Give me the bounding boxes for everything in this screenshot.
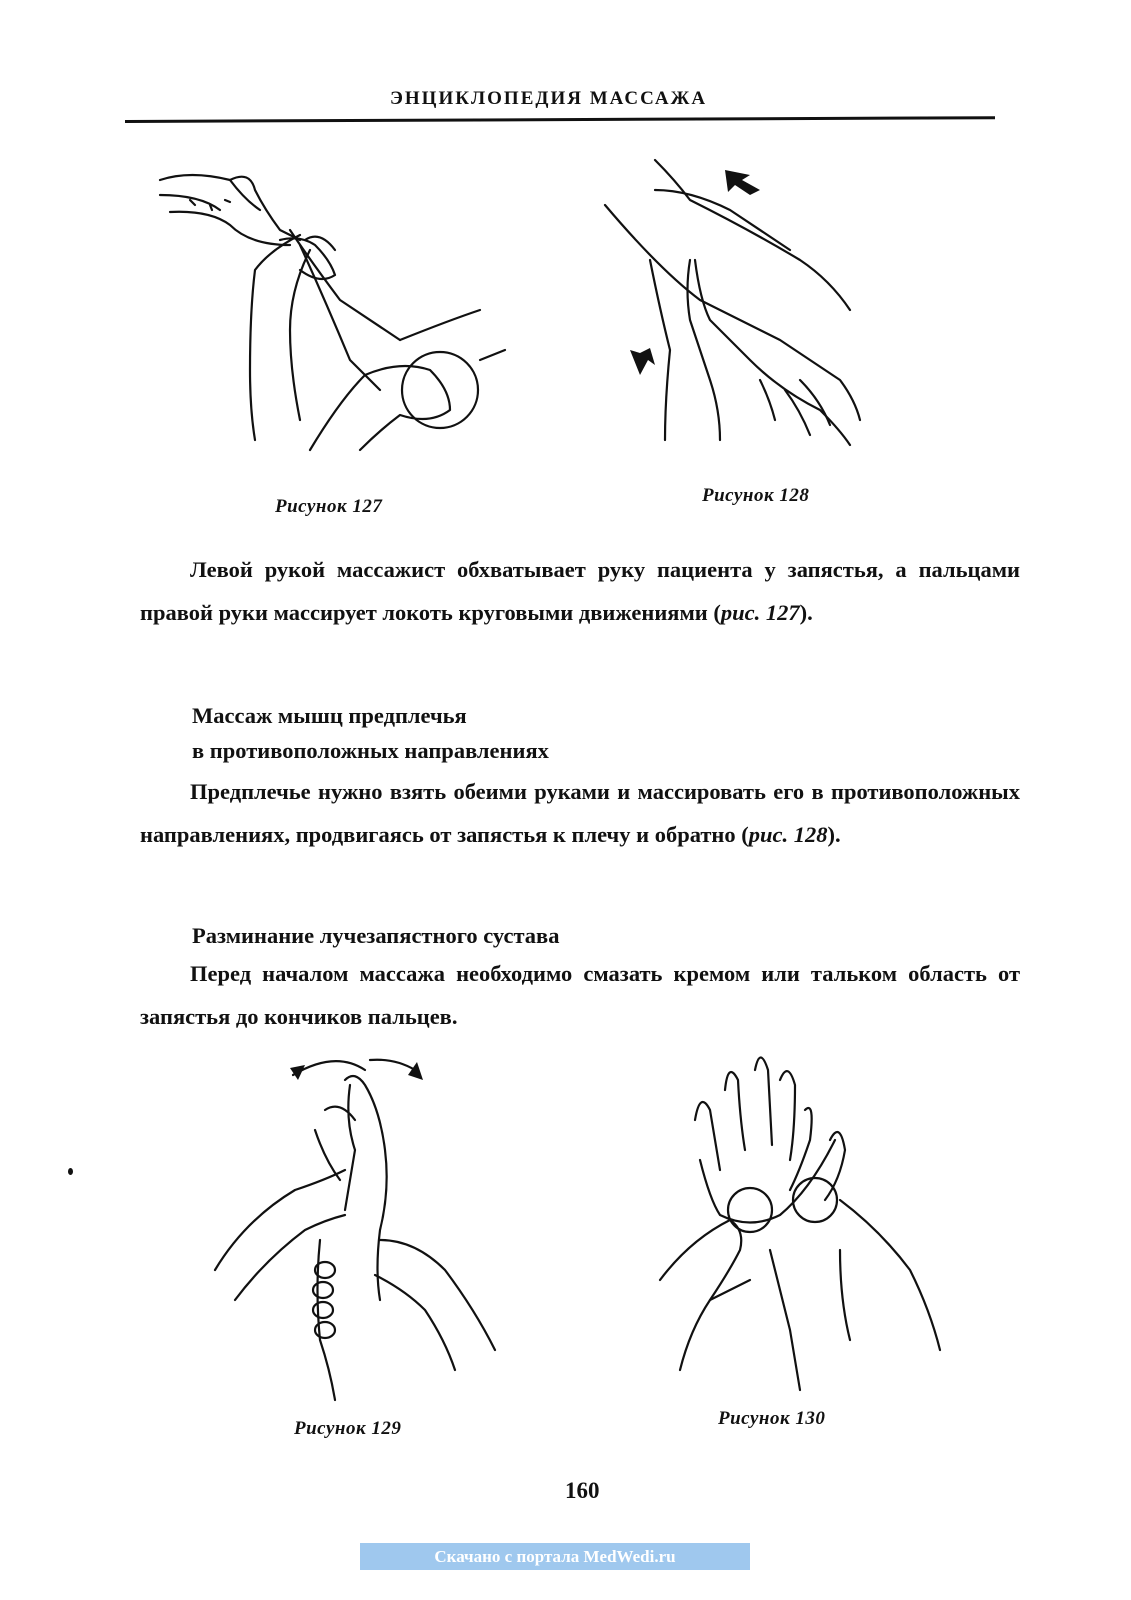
paragraph-2-text: Предплечье нужно взять обеими руками и массировать его в противоположных направлениях, продвигаясь от запястья к плечу и обратно (: [140, 779, 1020, 847]
watermark-link[interactable]: Скачано с портала MedWedi.ru: [360, 1543, 750, 1570]
section-heading-forearm-line1: Массаж мышц предплечья: [192, 703, 467, 728]
paragraph-2-end: ).: [827, 822, 841, 847]
section-heading-forearm-line2: в противоположных направлениях: [192, 738, 549, 763]
figure-129-caption: Рисунок 129: [294, 1418, 402, 1439]
figure-130-illustration: [640, 1040, 950, 1400]
figure-127-caption: Рисунок 127: [275, 496, 383, 517]
paragraph-1-text: Левой рукой массажист обхватывает руку пациента у запястья, а пальцами правой руки массирует локоть круговыми движениями (: [140, 557, 1020, 625]
figure-127-illustration: [150, 150, 510, 470]
header-rule: [125, 116, 995, 123]
paragraph-elbow-massage: [140, 548, 1020, 634]
figure-130-caption: Рисунок 130: [718, 1408, 826, 1429]
paragraph-3-text: Перед началом массажа необходимо смазать кремом или тальком область от запястья до кончиков пальцев.: [140, 961, 1020, 1029]
section-heading-wrist-kneading: Разминание лучезапястного сустава: [192, 923, 560, 948]
figure-128-illustration: [600, 150, 880, 460]
running-header: ЭНЦИКЛОПЕДИЯ МАССАЖА: [390, 88, 708, 109]
paragraph-forearm-massage: [140, 770, 1020, 856]
figure-reference-128: рис. 128: [748, 822, 828, 847]
page-number: 160: [565, 1478, 600, 1503]
figure-reference-127: рис. 127: [720, 600, 800, 625]
paragraph-wrist-preparation: [140, 952, 1020, 1038]
paragraph-1-end: ).: [799, 600, 813, 625]
figure-128-caption: Рисунок 128: [702, 485, 810, 506]
figure-129-illustration: [205, 1040, 525, 1420]
scan-speck: [68, 1168, 73, 1175]
